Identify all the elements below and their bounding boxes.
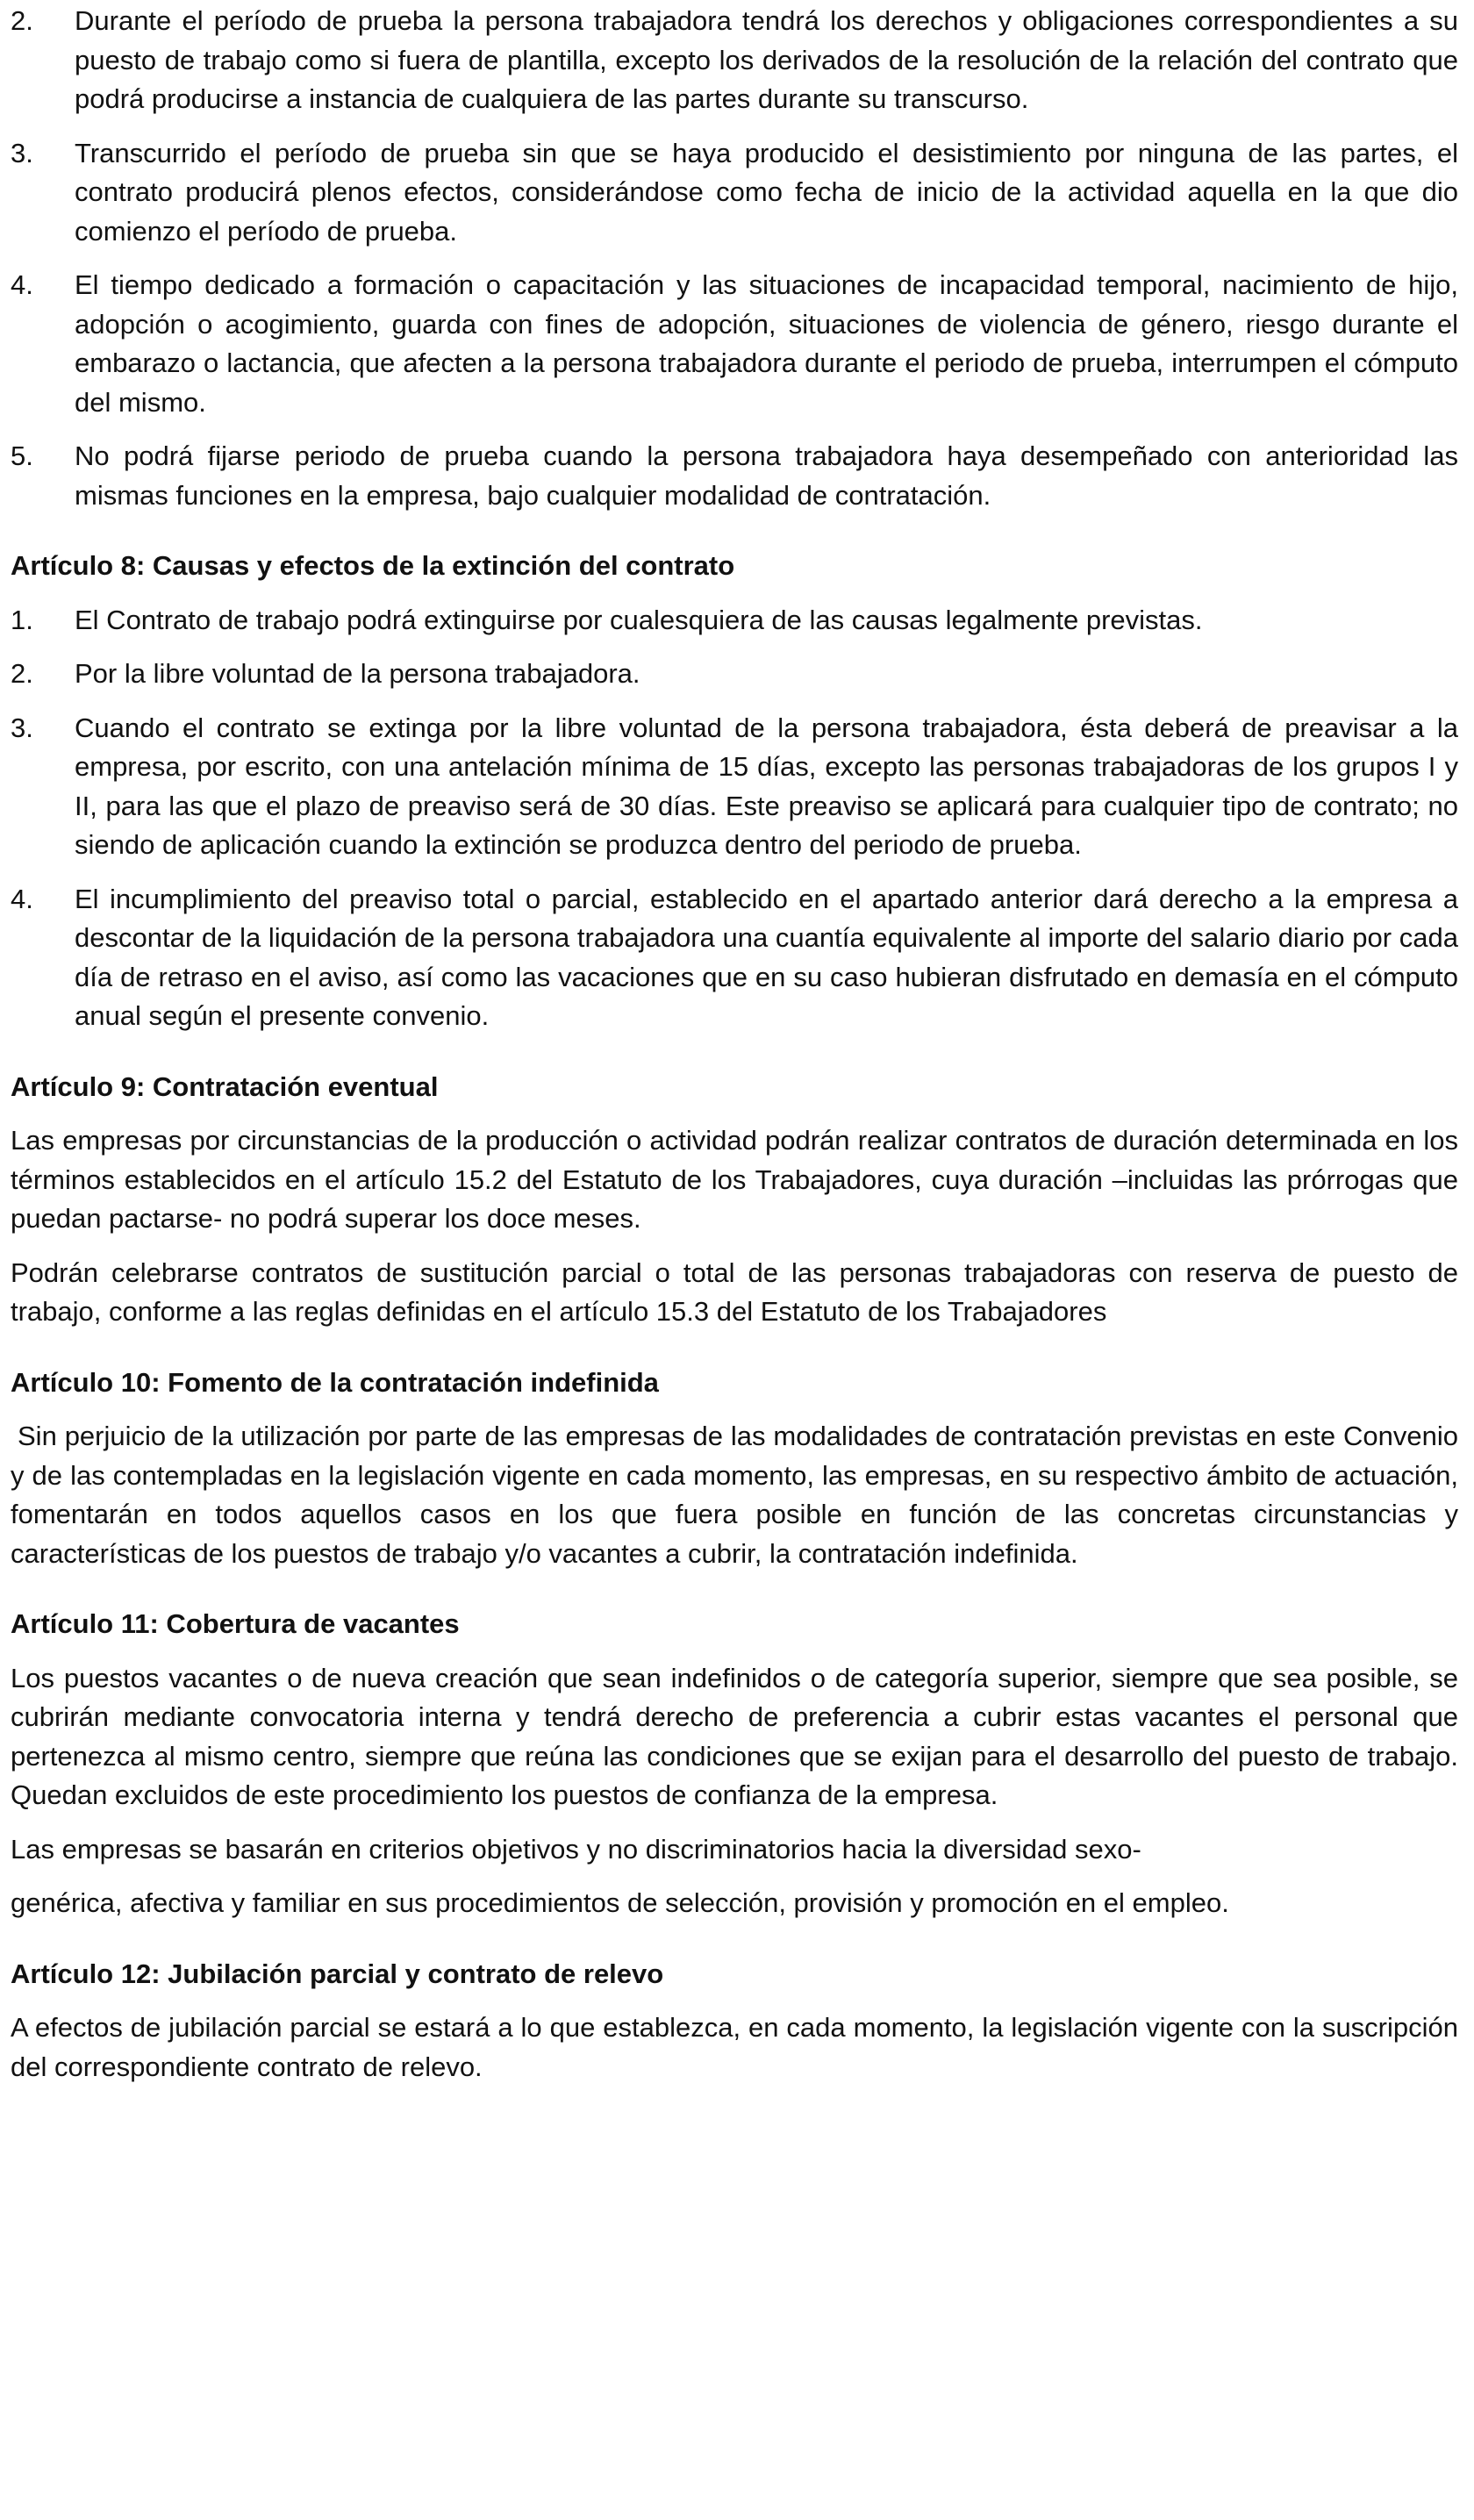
list-item: [11, 134, 1458, 252]
article-9-heading: Artículo 9: Contratación eventual: [11, 1070, 439, 1102]
list-item: [11, 709, 1458, 865]
item-text: No podrá fijarse periodo de prueba cuando la persona trabajadora haya desempeñado con anterioridad las mismas funciones en la empresa, bajo cualquier modalidad de contratación.: [75, 440, 1458, 511]
item-number: 5.: [11, 440, 33, 471]
item-number: 4.: [11, 269, 33, 300]
item-text: El Contrato de trabajo podrá extinguirse por cualesquiera de las causas legalmente previstas.: [75, 604, 1203, 635]
list-item: [11, 655, 1458, 694]
article-11-heading: Artículo 11: Cobertura de vacantes: [11, 1608, 460, 1639]
article-11-paragraph: Los puestos vacantes o de nueva creación que sean indefinidos o de categoría superior, siempre que sea posible, se cubrirán mediante convocatoria interna y tendrá derecho de preferencia a cubrir estas vacantes el personal que pertenezca al mismo centro, siempre que reúna las condiciones que se exijan para el desarrollo del puesto de trabajo. Quedan excluidos de este procedimiento los puestos de confianza de la empresa.: [11, 1662, 1458, 1810]
item-number: 3.: [11, 137, 33, 168]
article-10-heading: Artículo 10: Fomento de la contratación indefinida: [11, 1366, 659, 1398]
list-item: [11, 2, 1458, 119]
item-text: Durante el período de prueba la persona trabajadora tendrá los derechos y obligaciones correspondientes a su puesto de trabajo como si fuera de plantilla, excepto los derivados de la resolución de la relación del contrato que podrá producirse a instancia de cualquiera de las partes durante su transcurso.: [75, 5, 1458, 114]
article-10-paragraph: Sin perjuicio de la utilización por parte de las empresas de las modalidades de contratación previstas en este Convenio y de las contempladas en la legislación vigente en cada momento, las empresas, en su respectivo ámbito de actuación, fomentarán en todos aquellos casos en los que fuera posible en función de las concretas circunstancias y características de los puestos de trabajo y/o vacantes a cubrir, la contratación indefinida.: [11, 1421, 1458, 1569]
item-text: Cuando el contrato se extinga por la libre voluntad de la persona trabajadora, ésta deberá de preavisar a la empresa, por escrito, con una antelación mínima de 15 días, excepto las personas trabajadoras de los grupos I y II, para las que el plazo de preaviso será de 30 días. Este preaviso se aplicará para cualquier tipo de contrato; no siendo de aplicación cuando la extinción se produzca dentro del periodo de prueba.: [75, 712, 1458, 860]
article-12-heading: Artículo 12: Jubilación parcial y contrato de relevo: [11, 1958, 664, 1989]
article-9-paragraph: Las empresas por circunstancias de la producción o actividad podrán realizar contratos de duración determinada en los términos establecidos en el artículo 15.2 del Estatuto de los Trabajadores, cuya duración –incluidas las prórrogas que puedan pactarse- no podrá superar los doce meses.: [11, 1125, 1458, 1234]
item-number: 1.: [11, 604, 33, 635]
document-page: [11, 2, 1458, 2101]
article-12-paragraph: A efectos de jubilación parcial se estará a lo que establezca, en cada momento, la legislación vigente con la suscripción del correspondiente contrato de relevo.: [11, 2012, 1458, 2082]
item-text: El incumplimiento del preaviso total o parcial, establecido en el apartado anterior dará derecho a la empresa a descontar de la liquidación de la persona trabajadora una cuantía equivalente al importe del salario diario por cada día de retraso en el aviso, así como las vacaciones que en su caso hubieran disfrutado en demasía en el cómputo anual según el presente convenio.: [75, 883, 1458, 1031]
period-prueba-list: [11, 2, 1458, 515]
item-text: Transcurrido el período de prueba sin que se haya producido el desistimiento por ninguna de las partes, el contrato producirá plenos efectos, considerándose como fecha de inicio de la actividad aquella en la que dio comienzo el período de prueba.: [75, 137, 1458, 247]
article-8-list: [11, 601, 1458, 1036]
item-text: El tiempo dedicado a formación o capacitación y las situaciones de incapacidad temporal, nacimiento de hijo, adopción o acogimiento, guarda con fines de adopción, situaciones de violencia de género, riesgo durante el embarazo o lactancia, que afecten a la persona trabajadora durante el periodo de prueba, interrumpen el cómputo del mismo.: [75, 269, 1458, 418]
article-11-paragraph: genérica, afectiva y familiar en sus procedimientos de selección, provisión y promoción en el empleo.: [11, 1887, 1229, 1918]
article-8-heading: Artículo 8: Causas y efectos de la extinción del contrato: [11, 550, 735, 581]
list-item: [11, 266, 1458, 422]
article-9-paragraph: Podrán celebrarse contratos de sustitución parcial o total de las personas trabajadoras con reserva de puesto de trabajo, conforme a las reglas definidas en el artículo 15.3 del Estatuto de los Trabajadores: [11, 1256, 1458, 1327]
item-number: 4.: [11, 883, 33, 914]
list-item: [11, 601, 1458, 641]
article-11-paragraph: Las empresas se basarán en criterios objetivos y no discriminatorios hacia la diversidad sexo-: [11, 1833, 1141, 1865]
item-number: 3.: [11, 712, 33, 743]
item-number: 2.: [11, 5, 33, 36]
item-number: 2.: [11, 658, 33, 689]
list-item: [11, 880, 1458, 1036]
list-item: [11, 437, 1458, 515]
item-text: Por la libre voluntad de la persona trabajadora.: [75, 658, 640, 689]
